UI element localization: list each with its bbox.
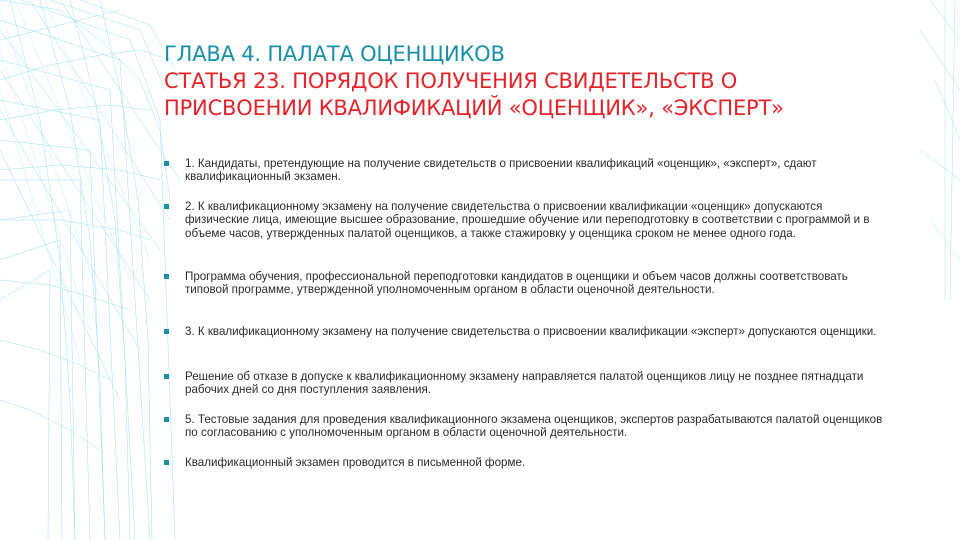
list-item [164,200,886,240]
bullet-marker-icon [164,204,169,209]
list-item-text: 5. Тестовые задания для проведения квалификационного экзамена оценщиков, экспертов разрабатываются палатой оценщиков по согласованию с уполномоченным органом в области оценочной деятельности. [185,413,883,440]
bullet-marker-icon [164,417,169,422]
bullet-marker-icon [164,329,169,334]
bullet-marker-icon [164,274,169,279]
list-item [164,413,886,440]
list-item-text: Квалификационный экзамен проводится в письменной форме. [185,456,526,469]
wireframe-decoration-left [0,0,190,540]
bullet-marker-icon [164,460,169,465]
article-title-line-2: ПРИСВОЕНИИ КВАЛИФИКАЦИЙ «ОЦЕНЩИК», «ЭКСПЕРТ» [164,96,784,120]
bullet-marker-icon [164,161,169,166]
list-item-text: Решение об отказе в допуске к квалификационному экзамену направляется палатой оценщиков лицу не позднее пятнадцати рабочих дней со дня поступления заявления. [185,370,864,397]
list-item [164,157,886,184]
wireframe-decoration-right [920,0,960,300]
list-item [164,456,886,469]
list-item [164,370,886,397]
list-item [164,270,886,297]
list-item-text: 2. К квалификационному экзамену на получение свидетельства о присвоении квалификации «оценщик» допускаются физические лица, имеющие высшее образование, прошедшие обучение или переподготовку в соответствии с программой и в объеме часов, утвержденных палатой оценщиков, а также стажировку у оценщика сроком не менее одного года. [185,200,870,240]
article-title-line-1: СТАТЬЯ 23. ПОРЯДОК ПОЛУЧЕНИЯ СВИДЕТЕЛЬСТВ О [164,69,738,93]
list-item-text: 3. К квалификационному экзамену на получение свидетельства о присвоении квалификации «эксперт» допускаются оценщики. [185,325,877,338]
list-item [164,325,886,338]
slide-title [164,41,904,122]
list-item-text: 1. Кандидаты, претендующие на получение свидетельств о присвоении квалификаций «оценщик», «эксперт», сдают квалификационный экзамен. [185,157,817,184]
chapter-title: ГЛАВА 4. ПАЛАТА ОЦЕНЩИКОВ [164,42,505,66]
bullet-marker-icon [164,374,169,379]
list-item-text: Программа обучения, профессиональной переподготовки кандидатов в оценщики и объем часов должны соответствовать типовой программе, утвержденной уполномоченным органом в области оценочной деятельности. [185,270,848,297]
